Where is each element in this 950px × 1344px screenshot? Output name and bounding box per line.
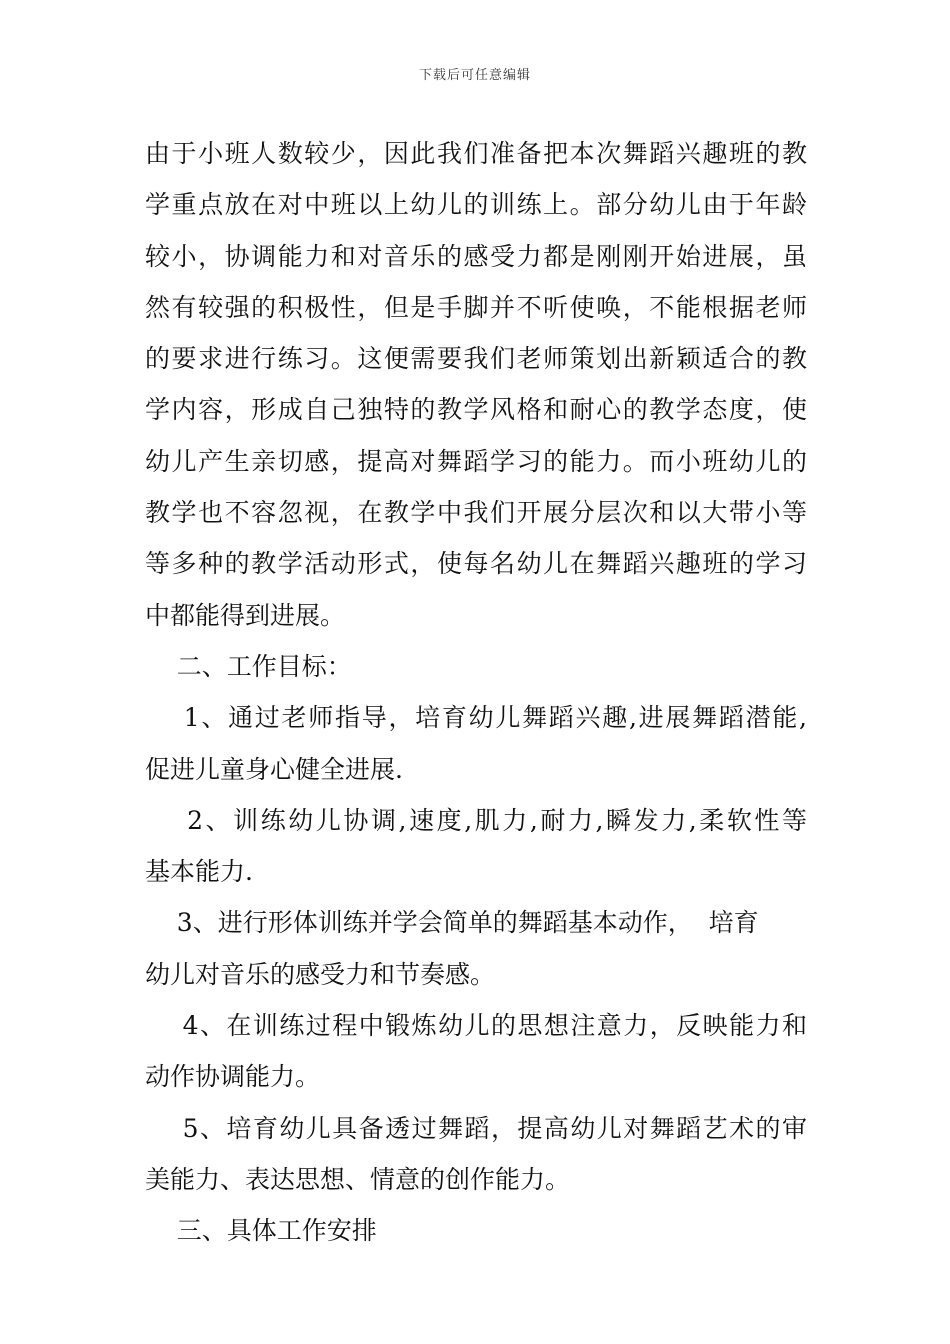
text-line: 5、培育幼儿具备透过舞蹈，提高幼儿对舞蹈艺术的审 [145,1113,807,1143]
section-heading: 三、具体工作安排 [145,1216,377,1246]
text-line: 动作协调能力。 [145,1062,321,1092]
text-line: 教学也不容忽视，在教学中我们开展分层次和以大带小等 [145,498,807,528]
text-line: 1、通过老师指导，培育幼儿舞蹈兴趣,进展舞蹈潜能, [145,703,807,733]
text-line: 2、训练幼儿协调,速度,肌力,耐力,瞬发力,柔软性等 [145,805,807,835]
section-heading: 二、工作目标： [145,651,352,681]
text-line: 幼儿对音乐的感受力和节奏感。 [145,959,496,989]
text-line: 中都能得到进展。 [145,600,346,630]
download-note: 下载后可任意编辑 [418,68,531,83]
text-line: 学重点放在对中班以上幼儿的训练上。部分幼儿由于年龄 [145,190,807,220]
text-line: 幼儿产生亲切感，提高对舞蹈学习的能力。而小班幼儿的 [145,446,807,476]
text-line: 较小，协调能力和对音乐的感受力都是刚刚开始进展，虽 [145,241,807,271]
text-line: 促进儿童身心健全进展. [145,754,403,784]
text-line: 4、在训练过程中锻炼幼儿的思想注意力，反映能力和 [145,1011,807,1041]
text-line: 3、进行形体训练并学会简单的舞蹈基本动作， 培育 [145,908,759,938]
text-line: 美能力、表达思想、情意的创作能力。 [145,1164,571,1194]
body-text [145,128,807,1257]
text-line: 的要求进行练习。这便需要我们老师策划出新颖适合的教 [145,344,807,374]
text-line: 由于小班人数较少，因此我们准备把本次舞蹈兴趣班的教 [145,139,807,168]
text-line: 基本能力. [145,857,253,887]
text-line: 等多种的教学活动形式，使每名幼儿在舞蹈兴趣班的学习 [145,549,807,579]
text-line: 学内容，形成自己独特的教学风格和耐心的教学态度，使 [145,395,807,425]
text-line: 然有较强的积极性，但是手脚并不听使唤，不能根据老师 [145,292,807,322]
